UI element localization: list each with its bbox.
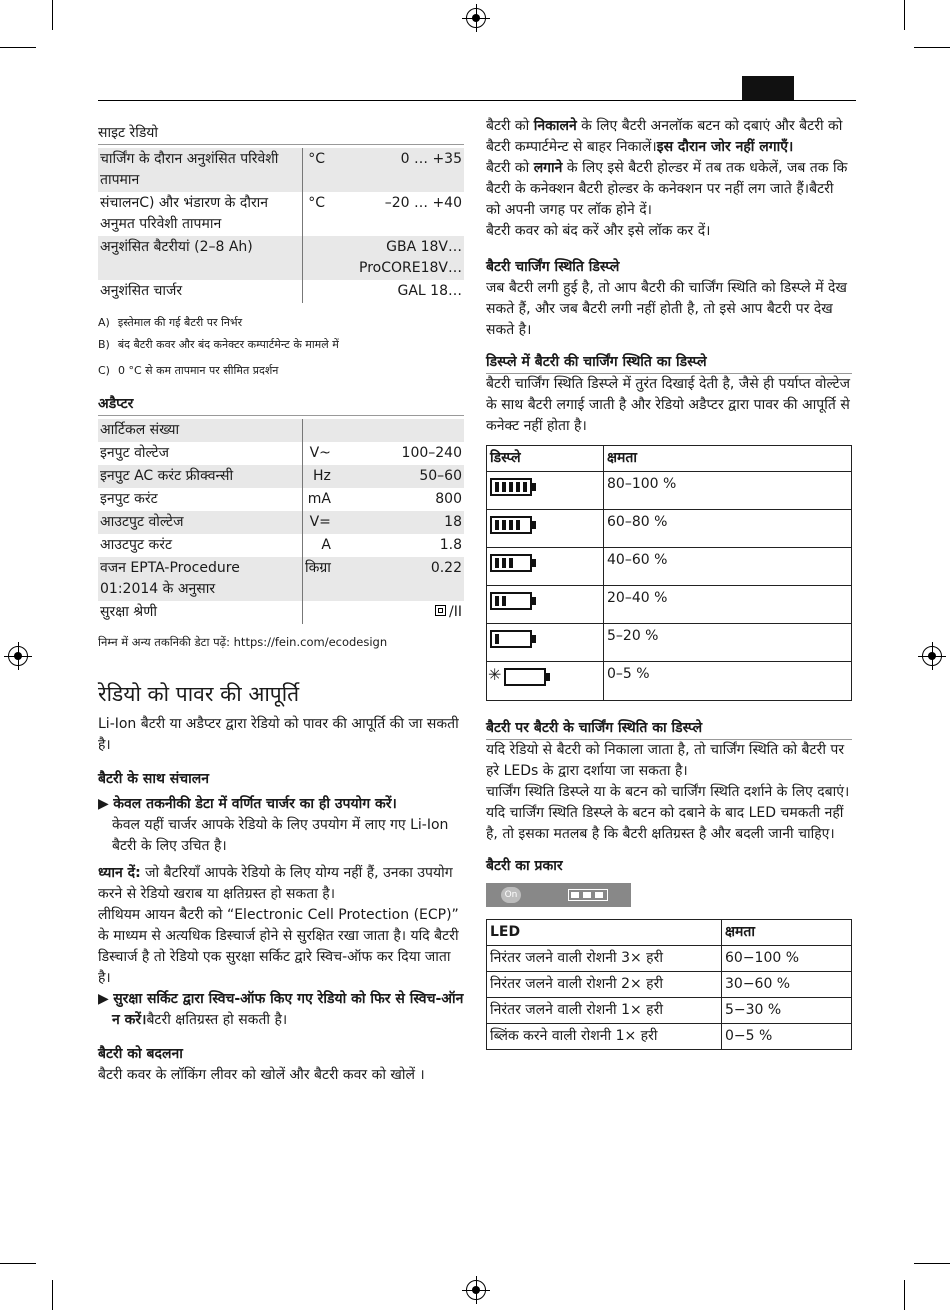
blink-icon: ✳ [488, 665, 502, 684]
spec-label: संचालनC) और भंडारण के दौरान अनुमत परिवेशी तापमान [100, 195, 269, 232]
capacity-cell: 60–80 % [604, 510, 852, 548]
spec-label: सुरक्षा श्रेणी [100, 604, 157, 620]
spec-unit: °C [303, 192, 328, 236]
spec-unit: A [303, 534, 333, 557]
spec-unit [303, 601, 333, 624]
table-row [487, 586, 852, 624]
display-cell [487, 548, 604, 586]
page-tab [742, 76, 794, 100]
table-row [98, 236, 464, 280]
spec-label: आउटपुट करंट [100, 537, 173, 553]
in-display-title: डिस्प्ले में बैटरी की चार्जिंग स्थिति का डिस्प्ले [486, 351, 852, 374]
table-row [487, 662, 852, 701]
in-display-text: बैटरी चार्जिंग स्थिति डिस्प्ले में तुरंत दिखाई देती है, जैसे ही पर्याप्त वोल्टेज के साथ बैटरी लगाई जाती है और रेडियो अडैप्टर द्वारा पावर की आपूर्ति से कनेक्ट नहीं होता है। [486, 376, 851, 434]
led-cell: निरंतर जलने वाली रोशनी 2× हरी [487, 972, 722, 998]
on-battery-text-1: यदि रेडियो से बैटरी को निकाला जाता है, तो चार्जिंग स्थिति को बैटरी पर हरे LEDs के द्वारा दर्शाया जा सकता है। [486, 742, 845, 779]
capacity-cell: 60−100 % [722, 946, 852, 972]
table-row [98, 534, 464, 557]
capacity-cell: 5−30 % [722, 998, 852, 1024]
display-cell [487, 662, 604, 701]
spec-unit: Hz [303, 465, 333, 488]
battery-level-icon [490, 478, 532, 496]
spec-unit [303, 236, 328, 280]
charge-display-text: जब बैटरी लगी हुई है, तो आप बैटरी की चार्जिंग स्थिति को डिस्प्ले में देख सकते हैं, और जब बैटरी लगी नहीं होती है, तो इसे आप बैटरी पर देख सकते है। [486, 280, 847, 338]
spec-unit [303, 419, 333, 442]
remove-battery-text: बैटरी को निकालने के लिए बैटरी अनलॉक बटन को दबाएं और बैटरी को बैटरी कम्पार्टमेन्ट से बाहर निकालें।इस दौरान जोर नहीं लगाएँ। [486, 118, 843, 155]
spec-label: इनपुट करंट [100, 491, 158, 507]
charge-display-title: बैटरी चार्जिंग स्थिति डिस्प्ले [486, 259, 620, 275]
display-cell [487, 624, 604, 662]
spec-value: 50–60 [333, 465, 464, 488]
footnote: B) बंद बैटरी कवर और बंद कनेक्टर कम्पार्टमेन्ट के मामले में [98, 338, 339, 351]
footnote: A) इस्तेमाल की गई बैटरी पर निर्भर [98, 316, 243, 329]
spec-unit: °C [303, 148, 328, 192]
spec-value: /II [449, 604, 462, 620]
led-cell: निरंतर जलने वाली रोशनी 3× हरी [487, 946, 722, 972]
bullet-charger-text: केवल यहीं चार्जर आपके रेडियो के लिए उपयोग में लाए गए Li-Ion बैटरी के लिए उचित है। [112, 817, 449, 854]
table-row [98, 465, 464, 488]
crop-mark [904, 1280, 905, 1310]
battery-level-icon [490, 554, 532, 572]
spec-label: अनुशंसित बैटरीयां (2–8 Ah) [98, 236, 303, 280]
footnote: C) 0 °C से कम तापमान पर सीमित प्रदर्शन [98, 364, 279, 377]
battery-type-title: बैटरी का प्रकार [486, 858, 563, 874]
capacity-cell: 40–60 % [604, 548, 852, 586]
column-header: क्षमता [604, 446, 852, 472]
footnotes [98, 315, 464, 379]
spec-value [333, 419, 464, 442]
led-cell: ब्लिंक करने वाली रोशनी 1× हरी [487, 1024, 722, 1050]
adapter-table [98, 419, 464, 624]
registration-mark-icon [922, 646, 942, 666]
table-row [98, 511, 464, 534]
capacity-cell: 30−60 % [722, 972, 852, 998]
column-header: LED [487, 920, 722, 946]
table-row [487, 624, 852, 662]
adapter-title: अडैप्टर [98, 393, 464, 416]
table-row [98, 557, 464, 601]
spec-value: 800 [435, 491, 462, 507]
insert-battery-text: बैटरी को लगाने के लिए इसे बैटरी होल्डर में तब तक धकेलें, जब तक कि बैटरी के कनेक्शन बैटरी होल्डर के कनेक्शन पर नहीं लग जाते हैं।बैटरी को अपनी जगह पर लॉक होने दें। [486, 160, 848, 218]
spec-label: इनपुट वोल्टेज [100, 445, 170, 461]
right-column [486, 116, 852, 1050]
registration-mark-icon [8, 646, 28, 666]
spec-unit: किग्रा [303, 557, 333, 601]
battery-level-icon [488, 665, 546, 686]
display-cell [487, 472, 604, 510]
spec-label: चार्जिंग के दौरान अनुशंसित परिवेशी तापमान [98, 148, 303, 192]
spec-unit: V~ [303, 442, 333, 465]
column-header: क्षमता [722, 920, 852, 946]
spec-value [333, 601, 464, 624]
on-button-icon: On [501, 887, 521, 903]
display-cell [487, 510, 604, 548]
table-row [487, 946, 852, 972]
change-battery-title: बैटरी को बदलना [98, 1046, 183, 1062]
spec-value: 1.8 [439, 537, 462, 553]
capacity-cell: 20–40 % [604, 586, 852, 624]
capacity-cell: 80–100 % [604, 472, 852, 510]
table-row [98, 442, 464, 465]
battery-level-icon [490, 516, 532, 534]
display-cell [487, 586, 604, 624]
protection-class-icon [435, 605, 446, 616]
table-row [98, 419, 464, 442]
battery-type-graphic [486, 883, 631, 907]
spec-value: 0.22 [333, 557, 464, 601]
spec-unit: V= [303, 511, 333, 534]
ecodesign-note: निम्न में अन्य तकनिकी डेटा पढ़ें: https://fein.com/ecodesign [98, 635, 388, 649]
header-rule [98, 100, 856, 101]
on-battery-text-2: चार्जिंग स्थिति डिस्प्ले या के बटन को चार्जिंग स्थिति दर्शाने के लिए दबाएं। [486, 784, 850, 800]
table-row [487, 548, 852, 586]
table-row [98, 488, 464, 511]
led-cell: निरंतर जलने वाली रोशनी 1× हरी [487, 998, 722, 1024]
left-column [98, 122, 464, 1086]
table-row [487, 972, 852, 998]
table-row [98, 601, 464, 624]
spec-value: 18 [333, 511, 464, 534]
column-header: डिस्प्ले [487, 446, 604, 472]
crop-mark [904, 0, 905, 30]
capacity-cell: 5–20 % [604, 624, 852, 662]
spec-unit: mA [303, 488, 333, 511]
spec-label: इनपुट AC करंट फ्रीक्वन्सी [98, 465, 303, 488]
table-row [98, 192, 464, 236]
power-text: Li-Ion बैटरी या अडैप्टर द्वारा रेडियो को पावर की आपूर्ति की जा सकती है। [98, 716, 459, 753]
registration-mark-icon [466, 1280, 486, 1300]
registration-mark-icon [466, 8, 486, 28]
table-row [487, 998, 852, 1024]
table-row [98, 148, 464, 192]
display-capacity-table [486, 445, 852, 701]
on-battery-text-3: यदि चार्जिंग स्थिति डिस्प्ले के बटन को दबाने के बाद LED चमकती नहीं है, तो इसका मतलब है कि बैटरी क्षतिग्रस्त है और बदली जानी चाहिए। [486, 805, 844, 842]
spec-label: आर्टिकल संख्या [98, 419, 303, 442]
ecp-text: लीथियम आयन बैटरी को “Electronic Cell Protection (ECP)” के माध्यम से अत्यधिक डिस्चार्ज होने से सुरक्षित रखा जाता है। यदि बैटरी डिस्चार्ज है तो रेडियो एक सुरक्षा सर्किट द्वारे स्विच-ऑफ कर दिया जाता है। [98, 907, 459, 986]
specs-table [98, 148, 464, 303]
bullet-safety: ▶ सुरक्षा सर्किट द्वारा स्विच-ऑफ किए गए रेडियो को फिर से स्विच-ऑन न करें।बैटरी क्षतिग्रस्त हो सकती है। [98, 991, 464, 1028]
crop-mark [52, 1280, 53, 1310]
spec-value: GBA 18V… ProCORE18V… [327, 236, 464, 280]
table-row [487, 1024, 852, 1050]
battery-operation-title: बैटरी के साथ संचालन [98, 771, 210, 787]
led-capacity-table [486, 919, 852, 1050]
bullet-charger: ▶ केवल तकनीकी डेटा में वर्णित चार्जर का ही उपयोग करें। [98, 796, 397, 812]
crop-mark [52, 0, 53, 30]
table-row [487, 472, 852, 510]
capacity-cell: 0–5 % [604, 662, 852, 701]
battery-level-icon [490, 592, 532, 610]
spec-value: –20 … +40 [384, 195, 462, 211]
attention-text: ध्यान दें: जो बैटरियाँ आपके रेडियो के लिए योग्य नहीं हैं, उनका उपयोग करने से रेडियो खराब या क्षतिग्रस्त हो सकता है। [98, 865, 453, 902]
table-row [98, 280, 464, 303]
capacity-cell: 0−5 % [722, 1024, 852, 1050]
spec-label: वजन EPTA-Procedure 01:2014 के अनुसार [98, 557, 303, 601]
crop-mark [0, 1263, 36, 1264]
crop-mark [0, 47, 36, 48]
spec-value: 0 … +35 [327, 148, 464, 192]
crop-mark [914, 1263, 950, 1264]
spec-label: अनुशंसित चार्जर [100, 283, 183, 299]
power-title: रेडियो को पावर की आपूर्ति [98, 682, 300, 706]
spec-unit [303, 280, 328, 303]
spec-value: 100–240 [401, 445, 462, 461]
battery-level-icon [568, 889, 608, 901]
table-row [487, 510, 852, 548]
crop-mark [914, 47, 950, 48]
specs-title: साइट रेडियो [98, 122, 464, 145]
spec-value: GAL 18… [397, 283, 462, 299]
battery-level-icon [490, 630, 532, 648]
on-battery-title: बैटरी पर बैटरी के चार्जिंग स्थिति का डिस्प्ले [486, 717, 852, 740]
spec-label: आउटपुट वोल्टेज [98, 511, 303, 534]
cover-text: बैटरी कवर को बंद करें और इसे लॉक कर दें। [486, 223, 711, 239]
change-battery-text: बैटरी कवर के लॉकिंग लीवर को खोलें और बैटरी कवर को खोलें । [98, 1067, 425, 1083]
